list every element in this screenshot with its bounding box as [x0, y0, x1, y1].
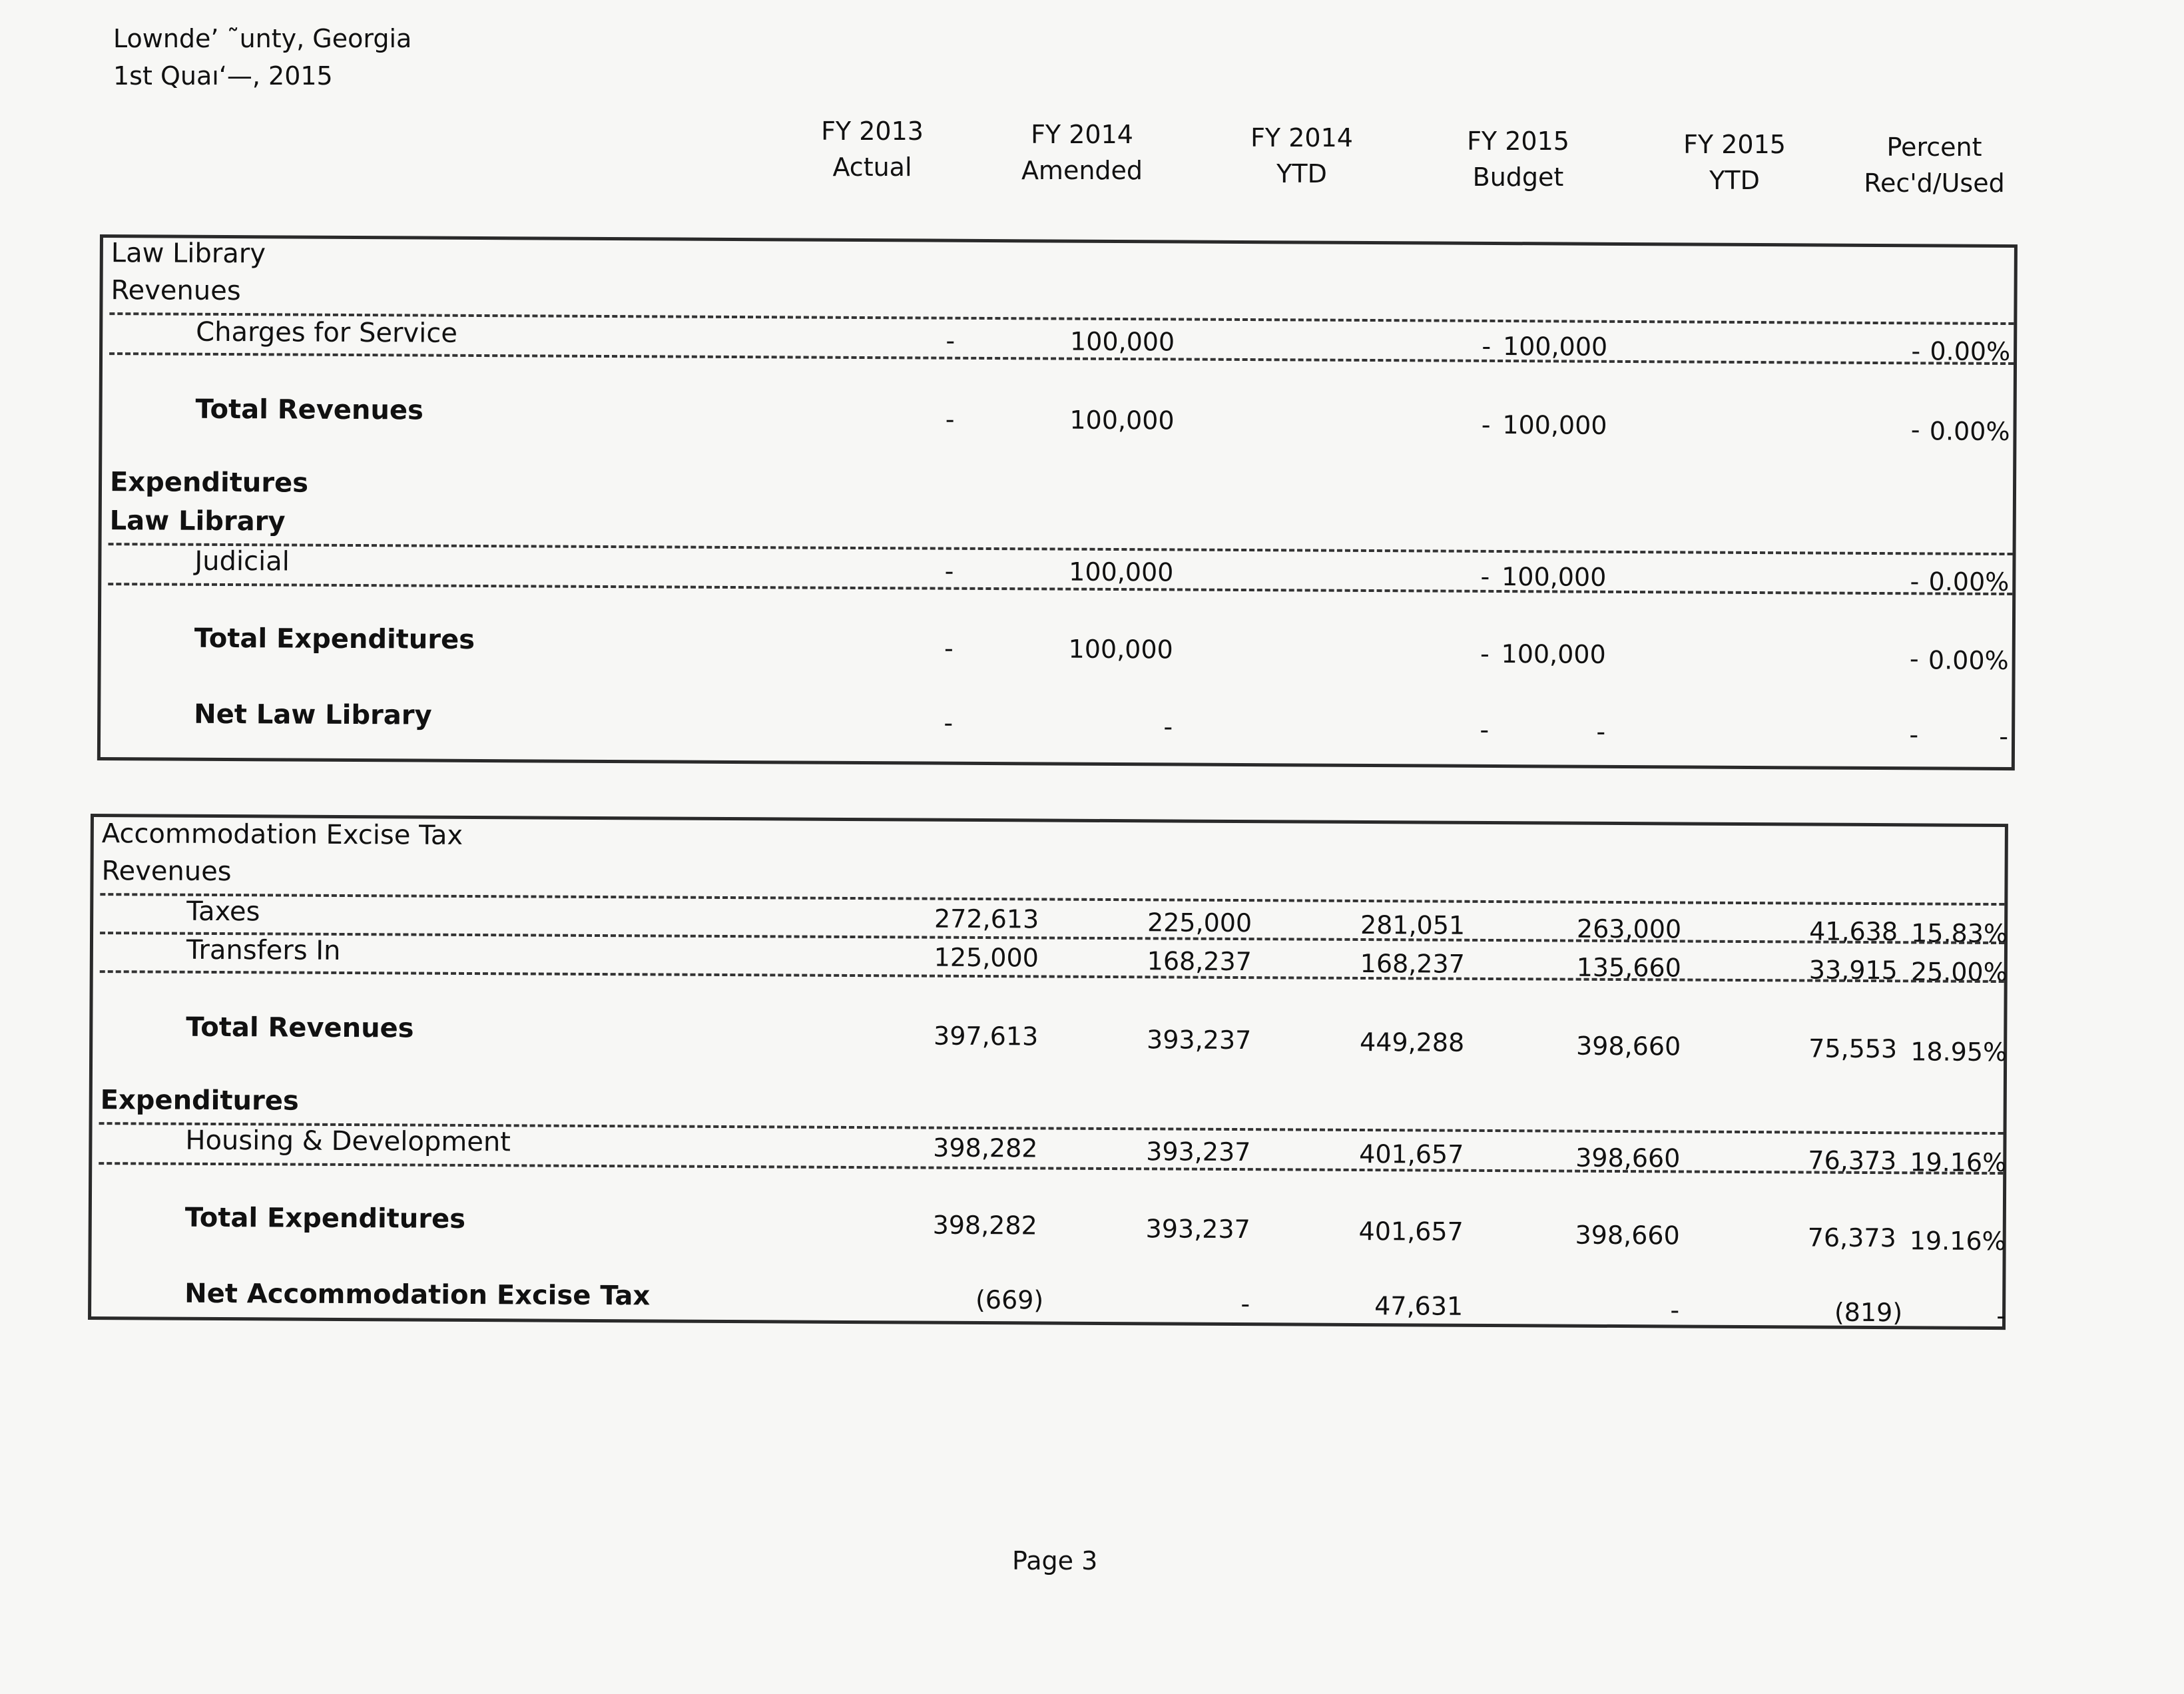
page-number: Page 3: [1012, 1546, 1098, 1575]
cell: 398,660: [1575, 1220, 1680, 1251]
cell: 401,657: [1359, 1139, 1464, 1169]
cell: -: [1909, 644, 1919, 674]
cell: 75,553: [1808, 1033, 1898, 1064]
col-header-line2: Budget: [1472, 162, 1564, 192]
cell: -: [1910, 415, 1920, 445]
cell: 76,373: [1808, 1145, 1897, 1176]
cell: -: [1996, 1300, 2006, 1331]
col-header-line2: Actual: [832, 152, 912, 182]
dashed-rule: [100, 970, 2004, 983]
cell: 47,631: [1374, 1291, 1464, 1321]
row-label: Judicial: [194, 545, 290, 577]
cell: 272,613: [934, 904, 1039, 934]
col-header-fy2013-actual: [772, 113, 972, 185]
col-header-line2: YTD: [1709, 166, 1760, 195]
cell: -: [1911, 336, 1921, 366]
cell: -: [1670, 1295, 1680, 1325]
cell: 401,657: [1358, 1216, 1464, 1247]
col-header-fy2014-amended: [982, 117, 1182, 188]
col-header-fy2015-ytd: [1635, 127, 1834, 198]
cell: 398,660: [1575, 1031, 1681, 1061]
revenues-heading: Revenues: [111, 275, 241, 307]
cell: 100,000: [1502, 562, 1607, 592]
cell: -: [944, 556, 954, 586]
cell: 281,051: [1360, 910, 1466, 940]
cell: 449,288: [1359, 1027, 1465, 1057]
cell: 100,000: [1502, 410, 1607, 440]
cell: 0.00%: [1929, 416, 2010, 447]
cell: 135,660: [1576, 952, 1681, 983]
cell: -: [1480, 714, 1490, 744]
col-header-line2: Rec'd/Used: [1864, 168, 2005, 198]
col-header-fy2014-ytd: [1202, 120, 1402, 192]
row-label: Taxes: [186, 896, 260, 928]
dashed-rule: [100, 932, 2004, 944]
dashed-rule: [109, 543, 2013, 555]
cell: -: [946, 326, 956, 356]
cell: -: [944, 633, 954, 663]
col-header-line1: FY 2013: [821, 117, 924, 146]
dashed-rule: [99, 1162, 2003, 1175]
section-title: Accommodation Excise Tax: [101, 818, 463, 851]
cell: 33,915: [1808, 955, 1898, 986]
cell: (819): [1834, 1297, 1903, 1328]
expenditures-heading: Expenditures: [109, 467, 309, 499]
expenditures-heading: Expenditures: [100, 1085, 299, 1117]
row-label: Housing & Development: [185, 1125, 511, 1158]
quarter-title: 1st Quaı‘—, 2015: [113, 61, 333, 91]
total-revenues-label: Total Revenues: [186, 1011, 414, 1044]
dashed-rule: [100, 893, 2004, 906]
cell: 100,000: [1069, 326, 1175, 357]
cell: 100,000: [1502, 332, 1608, 362]
expenditures-subheading: Law Library: [109, 505, 286, 537]
col-header-line1: FY 2015: [1683, 130, 1786, 159]
cell: -: [944, 708, 954, 738]
row-label: Charges for Service: [196, 316, 457, 349]
total-revenues-label: Total Revenues: [195, 394, 423, 426]
col-header-line1: FY 2014: [1031, 120, 1133, 149]
cell: 18.95%: [1910, 1037, 2008, 1067]
cell: -: [1240, 1289, 1250, 1319]
col-header-fy2015-budget: [1418, 123, 1618, 195]
cell: -: [1481, 410, 1491, 439]
net-label: Net Law Library: [194, 699, 432, 731]
cell: 168,237: [1360, 948, 1465, 979]
revenues-heading: Revenues: [101, 856, 232, 888]
cell: 393,237: [1146, 1025, 1252, 1055]
county-title: Lownde’ ˜unty, Georgia: [113, 24, 412, 53]
cell: 100,000: [1069, 557, 1174, 587]
cell: -: [1909, 720, 1919, 750]
total-expenditures-label: Total Expenditures: [184, 1202, 466, 1235]
cell: 100,000: [1069, 405, 1175, 435]
cell: 225,000: [1147, 908, 1252, 938]
col-header-line2: Amended: [1021, 156, 1143, 185]
cell: 393,237: [1145, 1214, 1250, 1245]
cell: 100,000: [1501, 639, 1606, 669]
cell: 19.16%: [1910, 1147, 2007, 1178]
row-label: Transfers In: [186, 934, 341, 966]
cell: 398,660: [1575, 1143, 1681, 1173]
section-title: Law Library: [111, 238, 266, 270]
cell: -: [1999, 721, 2009, 752]
cell: -: [1596, 716, 1606, 746]
col-header-line1: Percent: [1886, 133, 1982, 162]
col-header-percent: [1834, 129, 2034, 201]
cell: -: [1480, 639, 1490, 669]
cell: -: [1482, 331, 1492, 361]
cell: 25.00%: [1910, 957, 2008, 988]
cell: 397,613: [934, 1021, 1039, 1051]
cell: -: [1480, 561, 1490, 591]
accommodation-excise-tax-table: [88, 814, 2008, 1330]
total-expenditures-label: Total Expenditures: [194, 623, 475, 655]
cell: 398,282: [933, 1133, 1038, 1163]
cell: 0.00%: [1930, 336, 2011, 367]
law-library-table: [97, 234, 2018, 770]
cell: (669): [975, 1284, 1044, 1315]
cell: 100,000: [1068, 634, 1173, 665]
col-header-line1: FY 2014: [1250, 123, 1353, 152]
cell: 125,000: [934, 942, 1039, 973]
col-header-line1: FY 2015: [1467, 127, 1569, 156]
cell: 398,282: [932, 1210, 1037, 1241]
cell: -: [1910, 567, 1920, 597]
cell: -: [945, 404, 955, 434]
cell: 76,373: [1807, 1223, 1896, 1253]
cell: 41,638: [1809, 916, 1898, 947]
col-header-line2: YTD: [1276, 159, 1327, 188]
cell: 19.16%: [1909, 1226, 2006, 1257]
cell: 0.00%: [1928, 567, 2010, 597]
cell: 393,237: [1146, 1137, 1251, 1167]
cell: 15.83%: [1911, 918, 2008, 949]
cell: -: [1163, 712, 1173, 742]
cell: 263,000: [1576, 914, 1682, 944]
cell: 168,237: [1147, 946, 1252, 977]
cell: 0.00%: [1928, 645, 2009, 676]
net-label: Net Accommodation Excise Tax: [184, 1278, 651, 1312]
